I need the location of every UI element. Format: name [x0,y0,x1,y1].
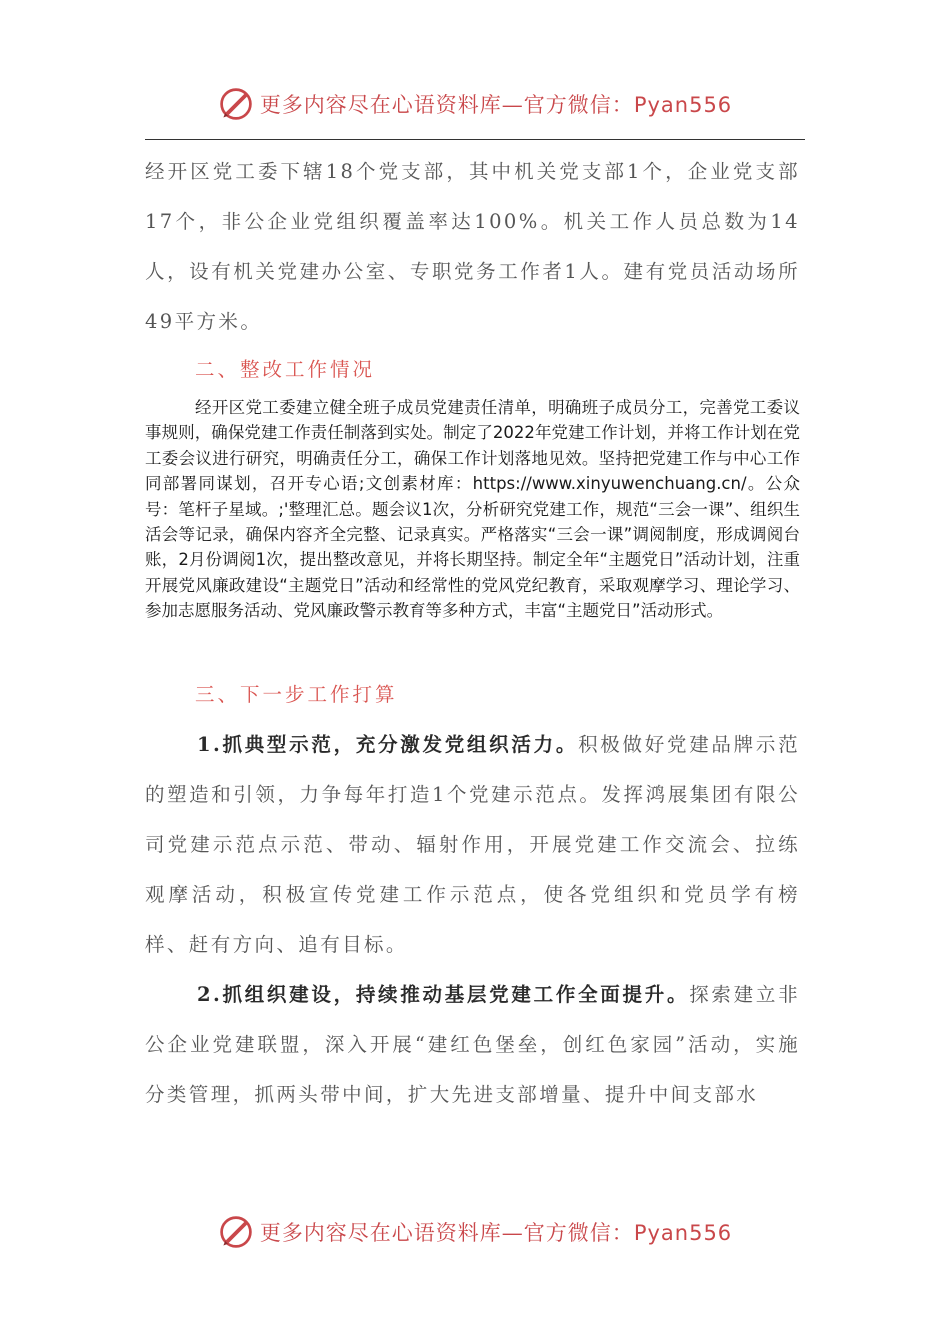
pen-logo-icon [218,1214,254,1250]
section-3-item-1 [145,720,800,970]
footer-banner-text: 更多内容尽在心语资料库—官方微信：Pyan556 [259,1221,733,1245]
item-2-lead: 2.抓组织建设，持续推动基层党建工作全面提升。 [197,983,690,1006]
section-2-body [145,395,800,624]
header-divider [145,139,805,140]
header-banner-text: 更多内容尽在心语资料库—官方微信：Pyan556 [259,93,733,117]
item-2-body: 探索建立非公企业党建联盟，深入开展“建红色堡垒，创红色家园”活动，实施分类管理，抓两头带中间，扩大先进支部增量、提升中间支部水 [145,983,800,1106]
section-2-heading: 二、整改工作情况 [195,358,376,381]
intro-paragraph: 经开区党工委下辖18个党支部，其中机关党支部1个，企业党支部17个，非公企业党组织覆盖率达100%。机关工作人员总数为14人，设有机关党建办公室、专职党务工作者1人。建有党员活动场所49平方米。 [145,160,800,333]
footer-banner [0,1210,950,1254]
section-3-heading: 三、下一步工作打算 [195,683,398,706]
section-3-item-2 [145,970,800,1120]
pen-logo-icon [218,86,254,122]
header-wechat-id: Pyan556 [633,93,733,117]
section-2-paragraph: 经开区党工委建立健全班子成员党建责任清单，明确班子成员分工，完善党工委议事规则，确保党建工作责任制落到实处。制定了2022年党建工作计划，并将工作计划在党工委会议进行研究，明确责任分工，确保工作计划落地见效。坚持把党建工作与中心工作同部署同谋划，召开专心语;文创素材库：https://www.xinyuwenchuang.cn/。公众号：笔杆子星域。;'整理汇总。题会议1次，分析研究党建工作，规范“三会一课”、组织生活会等记录，确保内容齐全完整、记录真实。严格落实“三会一课”调阅制度，形成调阅台账，2月份调阅1次，提出整改意见，并将长期坚持。制定全年“主题党日”活动计划，注重开展党风廉政建设“主题党日”活动和经常性的党风党纪教育，采取观摩学习、理论学习、参加志愿服务活动、党风廉政警示教育等多种方式，丰富“主题党日”活动形式。 [145,398,800,621]
item-1-lead: 1.抓典型示范，充分激发党组织活力。 [197,733,579,756]
footer-wechat-id: Pyan556 [633,1221,733,1245]
header-banner [0,82,950,126]
item-1-body: 积极做好党建品牌示范的塑造和引领，力争每年打造1个党建示范点。发挥鸿展集团有限公司党建示范点示范、带动、辐射作用，开展党建工作交流会、拉练观摩活动，积极宣传党建工作示范点，使各党组织和党员学有榜样、赶有方向、追有目标。 [145,733,800,956]
